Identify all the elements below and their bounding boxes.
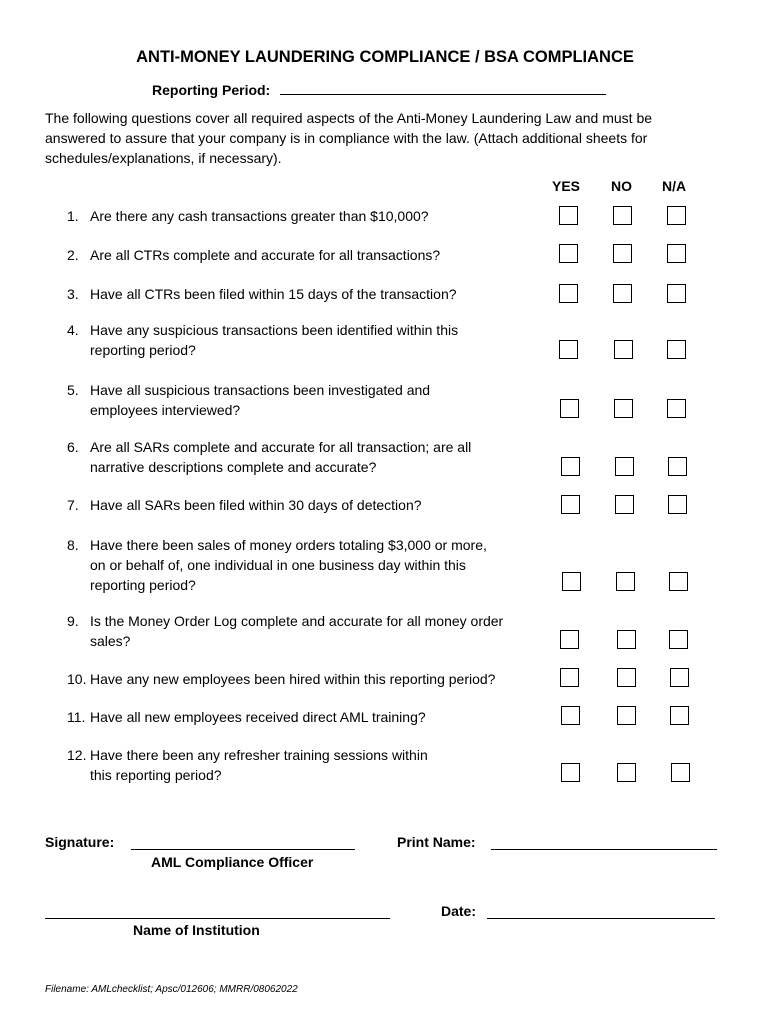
question-line: reporting period? — [90, 342, 196, 358]
question-1 — [67, 206, 547, 226]
checkbox-yes-q12[interactable] — [561, 763, 580, 782]
checkbox-yes-q2[interactable] — [559, 244, 578, 263]
institution-line[interactable] — [45, 918, 390, 919]
checkbox-yes-q7[interactable] — [561, 495, 580, 514]
question-8 — [67, 535, 547, 595]
checkbox-no-q10[interactable] — [617, 668, 636, 687]
question-line: Have there been any refresher training sessions within — [90, 747, 428, 763]
print-name-line[interactable] — [491, 849, 717, 850]
checkbox-yes-q5[interactable] — [560, 399, 579, 418]
checkbox-no-q2[interactable] — [613, 244, 632, 263]
date-line[interactable] — [487, 918, 715, 919]
print-name-label: Print Name: — [397, 834, 476, 850]
question-line: Have any new employees been hired within this reporting period? — [90, 671, 496, 687]
question-text — [90, 284, 550, 304]
question-4 — [67, 320, 547, 360]
intro-line: answered to assure that your company is in compliance with the law. (Attach additional sheets for — [45, 130, 648, 146]
intro-text — [45, 108, 735, 168]
checkbox-na-q7[interactable] — [668, 495, 687, 514]
checkbox-na-q5[interactable] — [667, 399, 686, 418]
question-6 — [67, 437, 547, 477]
checkbox-na-q8[interactable] — [669, 572, 688, 591]
question-line: Have there been sales of money orders totaling $3,000 or more, — [90, 537, 487, 553]
question-text — [90, 745, 550, 785]
checkbox-no-q7[interactable] — [615, 495, 634, 514]
question-text — [90, 437, 550, 477]
question-line: Have all new employees received direct AML training? — [90, 709, 426, 725]
question-number: 6. — [67, 439, 79, 455]
checkbox-no-q12[interactable] — [617, 763, 636, 782]
question-2 — [67, 245, 547, 265]
question-text — [90, 707, 550, 727]
question-text — [90, 320, 550, 360]
question-number: 9. — [67, 613, 79, 629]
intro-line: The following questions cover all required aspects of the Anti-Money Laundering Law and must be — [45, 110, 653, 126]
question-line: Are all SARs complete and accurate for all transaction; are all — [90, 439, 472, 455]
question-text — [90, 495, 550, 515]
filename-footer: Filename: AMLchecklist; Apsc/012606; MMRR/08062022 — [45, 984, 298, 995]
question-text — [90, 535, 550, 595]
checkbox-no-q9[interactable] — [617, 630, 636, 649]
question-7 — [67, 495, 547, 515]
question-text — [90, 245, 550, 265]
question-5 — [67, 380, 547, 420]
question-line: Have any suspicious transactions been identified within this — [90, 322, 459, 338]
checkbox-no-q4[interactable] — [614, 340, 633, 359]
column-header-na: N/A — [662, 178, 687, 194]
checkbox-na-q12[interactable] — [671, 763, 690, 782]
institution-label: Name of Institution — [133, 922, 260, 938]
checkbox-na-q3[interactable] — [667, 284, 686, 303]
question-number: 5. — [67, 382, 79, 398]
reporting-period — [152, 82, 606, 98]
checkbox-yes-q4[interactable] — [559, 340, 578, 359]
signature-line[interactable] — [131, 849, 355, 850]
page-title: ANTI-MONEY LAUNDERING COMPLIANCE / BSA COMPLIANCE — [136, 48, 634, 66]
question-text — [90, 206, 550, 226]
question-number: 8. — [67, 537, 79, 553]
question-line: Are there any cash transactions greater than $10,000? — [90, 208, 429, 224]
question-9 — [67, 611, 547, 651]
checkbox-no-q6[interactable] — [615, 457, 634, 476]
checkbox-na-q9[interactable] — [669, 630, 688, 649]
column-header-yes: YES — [552, 178, 581, 194]
checkbox-yes-q6[interactable] — [561, 457, 580, 476]
question-line: reporting period? — [90, 577, 196, 593]
question-number: 12. — [67, 747, 87, 763]
checkbox-yes-q1[interactable] — [559, 206, 578, 225]
checkbox-yes-q9[interactable] — [560, 630, 579, 649]
question-line: narrative descriptions complete and accurate? — [90, 459, 377, 475]
question-number: 2. — [67, 247, 79, 263]
question-number: 4. — [67, 322, 79, 338]
question-12 — [67, 745, 547, 785]
question-11 — [67, 707, 547, 727]
checkbox-no-q11[interactable] — [617, 706, 636, 725]
reporting-period-label: Reporting Period: — [152, 82, 271, 98]
checkbox-na-q1[interactable] — [667, 206, 686, 225]
officer-label: AML Compliance Officer — [151, 854, 314, 870]
checkbox-no-q1[interactable] — [613, 206, 632, 225]
question-text — [90, 669, 550, 689]
question-line: Have all SARs been filed within 30 days of detection? — [90, 497, 422, 513]
question-line: on or behalf of, one individual in one business day within this — [90, 557, 466, 573]
question-number: 1. — [67, 208, 79, 224]
question-3 — [67, 284, 547, 304]
checkbox-no-q3[interactable] — [613, 284, 632, 303]
question-number: 11. — [67, 709, 86, 725]
checkbox-yes-q11[interactable] — [561, 706, 580, 725]
checkbox-yes-q8[interactable] — [562, 572, 581, 591]
checkbox-no-q5[interactable] — [614, 399, 633, 418]
question-line: Have all CTRs been filed within 15 days of the transaction? — [90, 286, 457, 302]
checkbox-na-q2[interactable] — [667, 244, 686, 263]
question-line: Have all suspicious transactions been investigated and — [90, 382, 431, 398]
question-number: 7. — [67, 497, 79, 513]
question-line: this reporting period? — [90, 767, 222, 783]
intro-line: schedules/explanations, if necessary). — [45, 150, 282, 166]
checkbox-yes-q3[interactable] — [559, 284, 578, 303]
checkbox-na-q4[interactable] — [667, 340, 686, 359]
question-line: Is the Money Order Log complete and accurate for all money order — [90, 613, 504, 629]
question-text — [90, 380, 550, 420]
date-label: Date: — [441, 903, 477, 919]
question-line: sales? — [90, 633, 131, 649]
checkbox-na-q11[interactable] — [670, 706, 689, 725]
question-line: employees interviewed? — [90, 402, 241, 418]
signature-label: Signature: — [45, 834, 115, 850]
reporting-period-field[interactable] — [280, 82, 606, 95]
checkbox-no-q8[interactable] — [616, 572, 635, 591]
question-number: 10. — [67, 671, 87, 687]
checkbox-na-q10[interactable] — [670, 668, 689, 687]
question-text — [90, 611, 550, 651]
column-header-no: NO — [611, 178, 632, 194]
question-10 — [67, 669, 547, 689]
checkbox-yes-q10[interactable] — [560, 668, 579, 687]
question-number: 3. — [67, 286, 79, 302]
question-line: Are all CTRs complete and accurate for all transactions? — [90, 247, 441, 263]
checkbox-na-q6[interactable] — [668, 457, 687, 476]
